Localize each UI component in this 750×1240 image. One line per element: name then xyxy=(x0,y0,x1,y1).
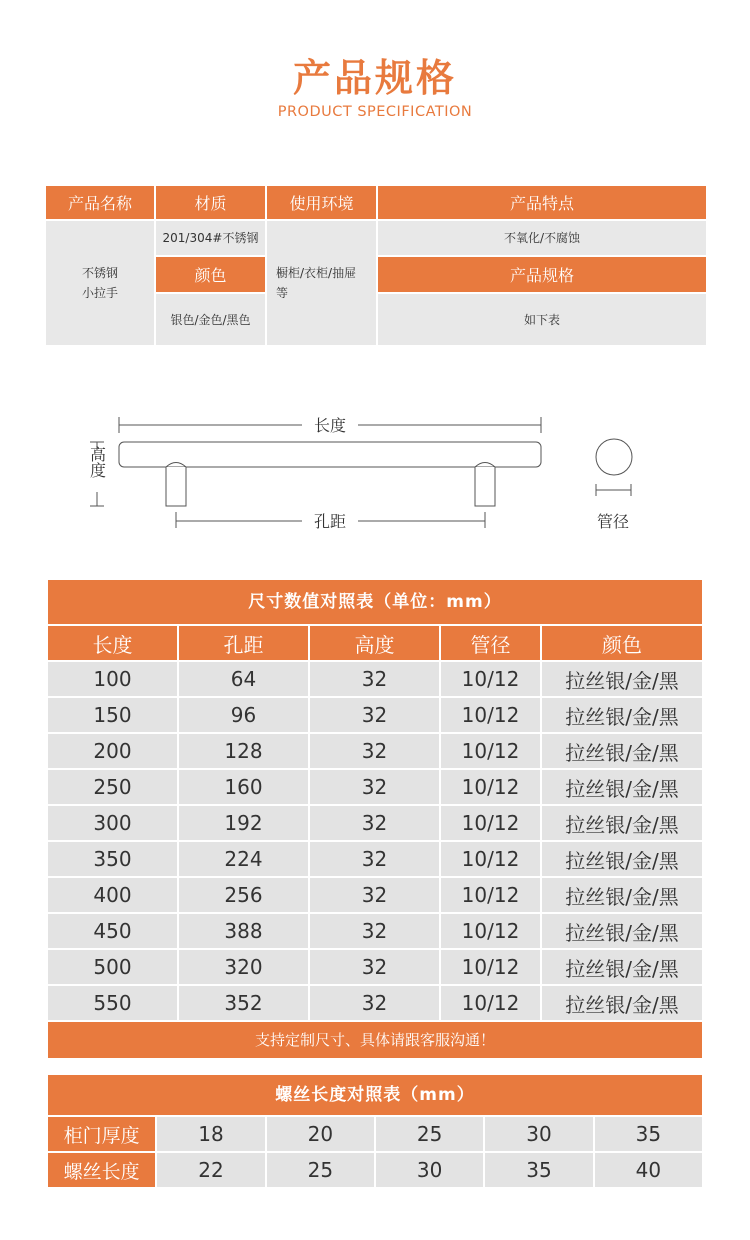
table-cell: 32 xyxy=(310,662,439,696)
diameter-label: 管径 xyxy=(596,512,630,531)
spec-value-features: 不氧化/不腐蚀 xyxy=(378,221,706,255)
table-cell: 30 xyxy=(376,1153,483,1187)
table-cell: 10/12 xyxy=(441,986,540,1020)
screw-row-label: 柜门厚度 xyxy=(48,1117,155,1151)
table-cell: 32 xyxy=(310,806,439,840)
table-row xyxy=(48,914,702,948)
spec-header-color: 颜色 xyxy=(156,257,265,292)
table-cell: 500 xyxy=(48,950,177,984)
custom-size-note: 支持定制尺寸、具体请跟客服沟通！ xyxy=(48,1022,702,1058)
table-cell: 350 xyxy=(48,842,177,876)
size-table xyxy=(46,624,704,1022)
table-cell: 拉丝银/金/黑 xyxy=(542,734,702,768)
table-cell: 32 xyxy=(310,950,439,984)
spec-value-spec: 如下表 xyxy=(378,294,706,345)
hole-distance-label: 孔距 xyxy=(313,512,347,531)
spec-value-environment: 橱柜/衣柜/抽屉 等 xyxy=(267,221,376,345)
size-table-column-header: 管径 xyxy=(441,626,540,660)
table-cell: 18 xyxy=(157,1117,264,1151)
table-cell: 35 xyxy=(485,1153,592,1187)
table-cell: 256 xyxy=(179,878,308,912)
spec-value-name: 不锈钢 小拉手 xyxy=(46,221,154,345)
screw-table-section xyxy=(48,1075,702,1189)
table-cell: 拉丝银/金/黑 xyxy=(542,914,702,948)
table-cell: 320 xyxy=(179,950,308,984)
table-cell: 352 xyxy=(179,986,308,1020)
screw-table xyxy=(46,1115,704,1189)
size-table-column-header: 孔距 xyxy=(179,626,308,660)
table-cell: 128 xyxy=(179,734,308,768)
table-cell: 10/12 xyxy=(441,878,540,912)
table-cell: 拉丝银/金/黑 xyxy=(542,986,702,1020)
size-table-title: 尺寸数值对照表（单位：mm） xyxy=(48,580,702,624)
page-subtitle: PRODUCT SPECIFICATION xyxy=(277,104,473,120)
table-cell: 150 xyxy=(48,698,177,732)
table-cell: 10/12 xyxy=(441,842,540,876)
table-row xyxy=(48,662,702,696)
table-row xyxy=(48,734,702,768)
table-cell: 32 xyxy=(310,842,439,876)
table-cell: 32 xyxy=(310,914,439,948)
table-row xyxy=(48,1117,702,1151)
table-cell: 40 xyxy=(595,1153,702,1187)
table-cell: 10/12 xyxy=(441,770,540,804)
table-row xyxy=(48,698,702,732)
table-cell: 224 xyxy=(179,842,308,876)
table-cell: 32 xyxy=(310,878,439,912)
table-row xyxy=(48,770,702,804)
table-cell: 32 xyxy=(310,698,439,732)
size-table-column-header: 高度 xyxy=(310,626,439,660)
table-cell: 100 xyxy=(48,662,177,696)
table-cell: 10/12 xyxy=(441,950,540,984)
table-cell: 300 xyxy=(48,806,177,840)
table-cell: 10/12 xyxy=(441,914,540,948)
table-cell: 400 xyxy=(48,878,177,912)
size-table-column-header: 长度 xyxy=(48,626,177,660)
spec-header-spec: 产品规格 xyxy=(378,257,706,292)
spec-header-name: 产品名称 xyxy=(46,186,154,219)
table-cell: 10/12 xyxy=(441,734,540,768)
spec-header-material: 材质 xyxy=(156,186,265,219)
table-cell: 10/12 xyxy=(441,662,540,696)
table-cell: 拉丝银/金/黑 xyxy=(542,770,702,804)
table-cell: 160 xyxy=(179,770,308,804)
table-row xyxy=(48,986,702,1020)
table-row xyxy=(48,842,702,876)
table-cell: 10/12 xyxy=(441,806,540,840)
size-table-column-header: 颜色 xyxy=(542,626,702,660)
table-cell: 64 xyxy=(179,662,308,696)
handle-dimension-diagram xyxy=(0,400,750,540)
table-cell: 250 xyxy=(48,770,177,804)
table-cell: 25 xyxy=(376,1117,483,1151)
table-cell: 200 xyxy=(48,734,177,768)
table-cell: 388 xyxy=(179,914,308,948)
page-title: 产品规格 xyxy=(292,56,457,100)
table-cell: 32 xyxy=(310,734,439,768)
table-cell: 30 xyxy=(485,1117,592,1151)
table-cell: 32 xyxy=(310,770,439,804)
screw-row-label: 螺丝长度 xyxy=(48,1153,155,1187)
size-table-section xyxy=(48,580,702,1058)
table-cell: 192 xyxy=(179,806,308,840)
spec-table xyxy=(46,186,704,344)
table-cell: 32 xyxy=(310,986,439,1020)
table-row xyxy=(48,806,702,840)
table-cell: 拉丝银/金/黑 xyxy=(542,878,702,912)
table-cell: 拉丝银/金/黑 xyxy=(542,806,702,840)
spec-header-features: 产品特点 xyxy=(378,186,706,219)
table-row xyxy=(48,878,702,912)
table-cell: 96 xyxy=(179,698,308,732)
table-cell: 拉丝银/金/黑 xyxy=(542,950,702,984)
table-cell: 25 xyxy=(267,1153,374,1187)
table-cell: 拉丝银/金/黑 xyxy=(542,698,702,732)
spec-value-color: 银色/金色/黑色 xyxy=(156,294,265,345)
table-cell: 拉丝银/金/黑 xyxy=(542,662,702,696)
table-cell: 450 xyxy=(48,914,177,948)
table-cell: 20 xyxy=(267,1117,374,1151)
spec-header-environment: 使用环境 xyxy=(267,186,376,219)
table-row xyxy=(48,1153,702,1187)
size-table-header-row xyxy=(48,626,702,660)
table-cell: 拉丝银/金/黑 xyxy=(542,842,702,876)
spec-value-material: 201/304#不锈钢 xyxy=(156,221,265,255)
height-label: 高度 xyxy=(87,446,107,478)
table-cell: 35 xyxy=(595,1117,702,1151)
table-cell: 10/12 xyxy=(441,698,540,732)
table-cell: 550 xyxy=(48,986,177,1020)
table-cell: 22 xyxy=(157,1153,264,1187)
table-row xyxy=(48,950,702,984)
length-label: 长度 xyxy=(313,416,347,435)
screw-table-title: 螺丝长度对照表（mm） xyxy=(48,1075,702,1115)
